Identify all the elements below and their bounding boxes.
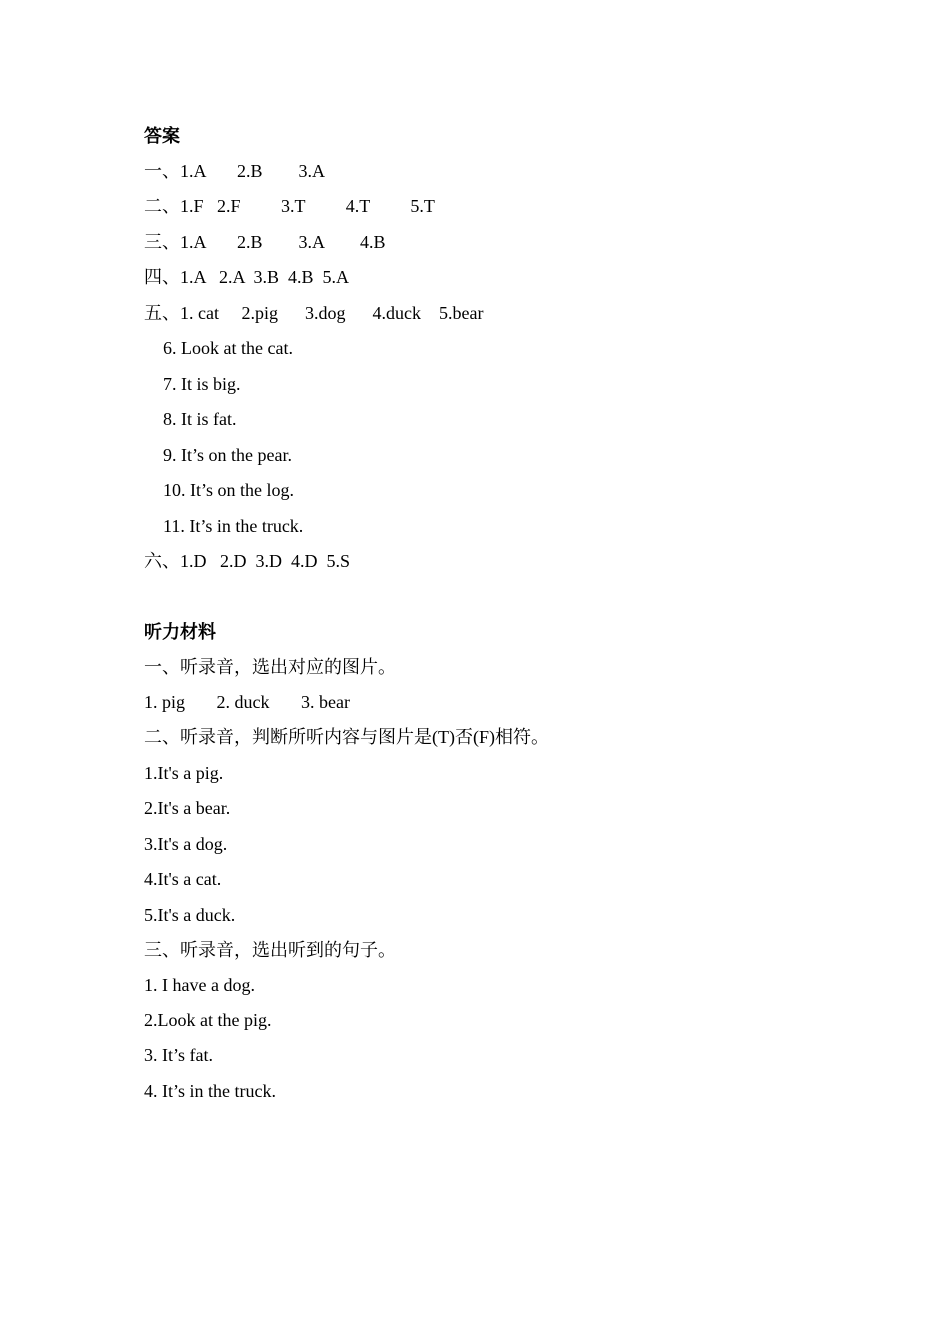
listening-line-9: 三、听录音，选出听到的句子。 <box>144 940 396 960</box>
answer-line-4: 四、1.A 2.A 3.B 4.B 5.A <box>144 267 350 287</box>
listening-line-5: 2.It's a bear. <box>144 798 231 818</box>
listening-line-12: 3. It’s fat. <box>144 1045 213 1065</box>
answer-line-5: 五、1. cat 2.pig 3.dog 4.duck 5.bear <box>144 303 484 323</box>
listening-line-8: 5.It's a duck. <box>144 905 236 925</box>
answer-line-6: 六、1.D 2.D 3.D 4.D 5.S <box>144 551 351 571</box>
answer-sub-line-6: 6. Look at the cat. <box>163 338 293 358</box>
answers-heading: 答案 <box>144 126 180 146</box>
listening-line-3: 二、听录音，判断所听内容与图片是(T)否(F)相符。 <box>144 727 549 747</box>
listening-line-4: 1.It's a pig. <box>144 763 224 783</box>
listening-line-11: 2.Look at the pig. <box>144 1010 272 1030</box>
answer-sub-line-10: 10. It’s on the log. <box>163 480 294 500</box>
listening-line-13: 4. It’s in the truck. <box>144 1081 276 1101</box>
answer-sub-line-7: 7. It is big. <box>163 374 241 394</box>
answer-line-2: 二、1.F 2.F 3.T 4.T 5.T <box>144 196 435 216</box>
listening-line-7: 4.It's a cat. <box>144 869 222 889</box>
listening-line-6: 3.It's a dog. <box>144 834 228 854</box>
answer-sub-line-9: 9. It’s on the pear. <box>163 445 292 465</box>
answer-sub-line-11: 11. It’s in the truck. <box>163 516 304 536</box>
listening-line-10: 1. I have a dog. <box>144 975 255 995</box>
listening-heading: 听力材料 <box>144 622 216 642</box>
answer-sub-line-8: 8. It is fat. <box>163 409 237 429</box>
answer-line-3: 三、1.A 2.B 3.A 4.B <box>144 232 386 252</box>
listening-line-1: 一、听录音，选出对应的图片。 <box>144 657 396 677</box>
answer-line-1: 一、1.A 2.B 3.A <box>144 161 326 181</box>
listening-line-2: 1. pig 2. duck 3. bear <box>144 692 350 712</box>
